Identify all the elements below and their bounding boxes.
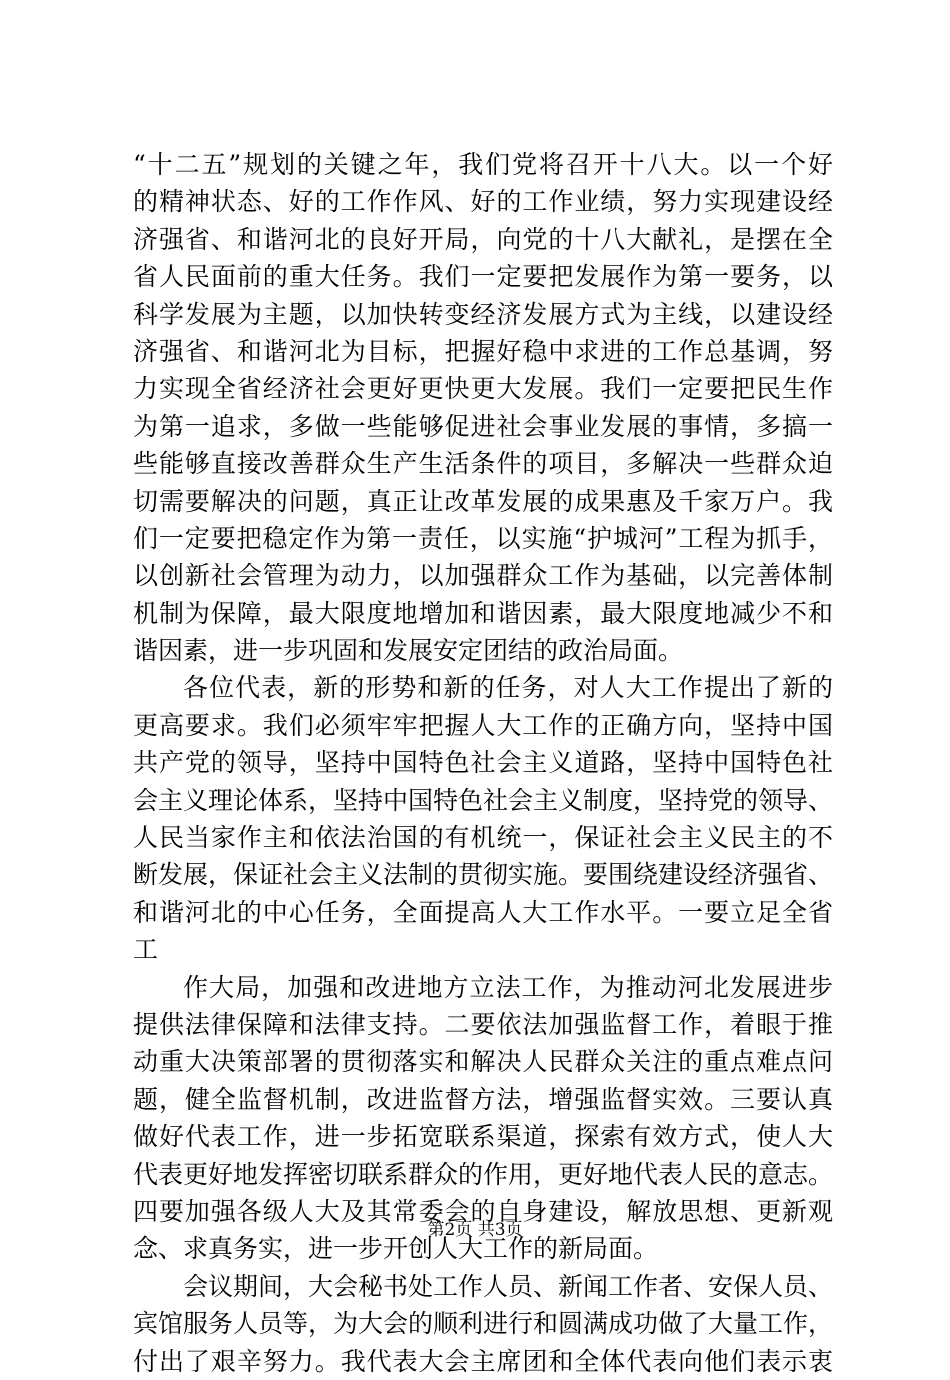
text-line: 各位代表，新的形势和新的任务，对人大工作提出了新的 (183, 673, 833, 703)
text-line: 提供法律保障和法律支持。二要依法加强监督工作，着眼于推 (133, 1009, 833, 1039)
text-line: 共产党的领导，坚持中国特色社会主义道路，坚持中国特色社 (133, 748, 833, 778)
text-line: 省人民面前的重大任务。我们一定要把发展作为第一要务，以 (133, 262, 833, 292)
text-line: 济强省、和谐河北的良好开局，向党的十八大献礼，是摆在全 (133, 224, 833, 254)
text-line: 些能够直接改善群众生产生活条件的项目，多解决一些群众迫 (133, 449, 833, 479)
text-line: 们一定要把稳定作为第一责任，以实施“护城河”工程为抓手， (133, 523, 833, 553)
page-number: 第2页 共3页 (427, 1220, 523, 1240)
page-footer (0, 1218, 950, 1242)
text-line: 会主义理论体系，坚持中国特色社会主义制度，坚持党的领导、 (133, 785, 834, 815)
text-line: 和谐河北的中心任务，全面提高人大工作水平。一要立足全省 (133, 897, 833, 927)
text-line: 科学发展为主题，以加快转变经济发展方式为主线，以建设经 (133, 299, 833, 329)
text-line: 题，健全监督机制，改进监督方法，增强监督实效。三要认真 (133, 1084, 833, 1114)
text-line: 四要加强各级人大及其常委会的自身建设，解放思想、更新观 (133, 1196, 833, 1226)
text-line: 念、求真务实，进一步开创人大工作的新局面。 (133, 1234, 659, 1264)
text-line: 的精神状态、好的工作作风、好的工作业绩，努力实现建设经 (133, 187, 833, 217)
text-line: 以创新社会管理为动力，以加强群众工作为基础，以完善体制 (133, 561, 833, 591)
text-line: 作大局，加强和改进地方立法工作，为推动河北发展进步 (183, 972, 833, 1002)
text-line: 力实现全省经济社会更好更快更大发展。我们一定要把民生作 (133, 374, 833, 404)
text-line: 动重大决策部署的贯彻落实和解决人民群众关注的重点难点问 (133, 1047, 833, 1077)
text-line: 济强省、和谐河北为目标，把握好稳中求进的工作总基调，努 (133, 336, 833, 366)
text-line: 付出了艰辛努力。我代表大会主席团和全体代表向他们表示衷 (133, 1346, 833, 1376)
text-line: 更高要求。我们必须牢牢把握人大工作的正确方向，坚持中国 (133, 710, 833, 740)
text-line: 为第一追求，多做一些能够促进社会事业发展的事情，多搞一 (133, 411, 833, 441)
text-line: 会议期间，大会秘书处工作人员、新闻工作者、安保人员、 (183, 1271, 834, 1301)
text-line: 代表更好地发挥密切联系群众的作用，更好地代表人民的意志。 (133, 1159, 834, 1189)
text-line: 谐因素，进一步巩固和发展安定团结的政治局面。 (133, 636, 684, 666)
text-line: 机制为保障，最大限度地增加和谐因素，最大限度地减少不和 (133, 598, 833, 628)
text-line: 断发展，保证社会主义法制的贯彻实施。要围绕建设经济强省、 (133, 860, 834, 890)
text-line: 工 (133, 935, 159, 965)
text-line: “十二五”规划的关键之年，我们党将召开十八大。以一个好 (133, 150, 833, 179)
text-line: 做好代表工作，进一步拓宽联系渠道，探索有效方式，使人大 (133, 1122, 833, 1152)
text-line: 切需要解决的问题，真正让改革发展的成果惠及千家万户。我 (133, 486, 833, 516)
text-line: 宾馆服务人员等，为大会的顺利进行和圆满成功做了大量工作， (133, 1309, 834, 1339)
text-line: 人民当家作主和依法治国的有机统一，保证社会主义民主的不 (133, 823, 833, 853)
document-body (133, 146, 833, 1380)
